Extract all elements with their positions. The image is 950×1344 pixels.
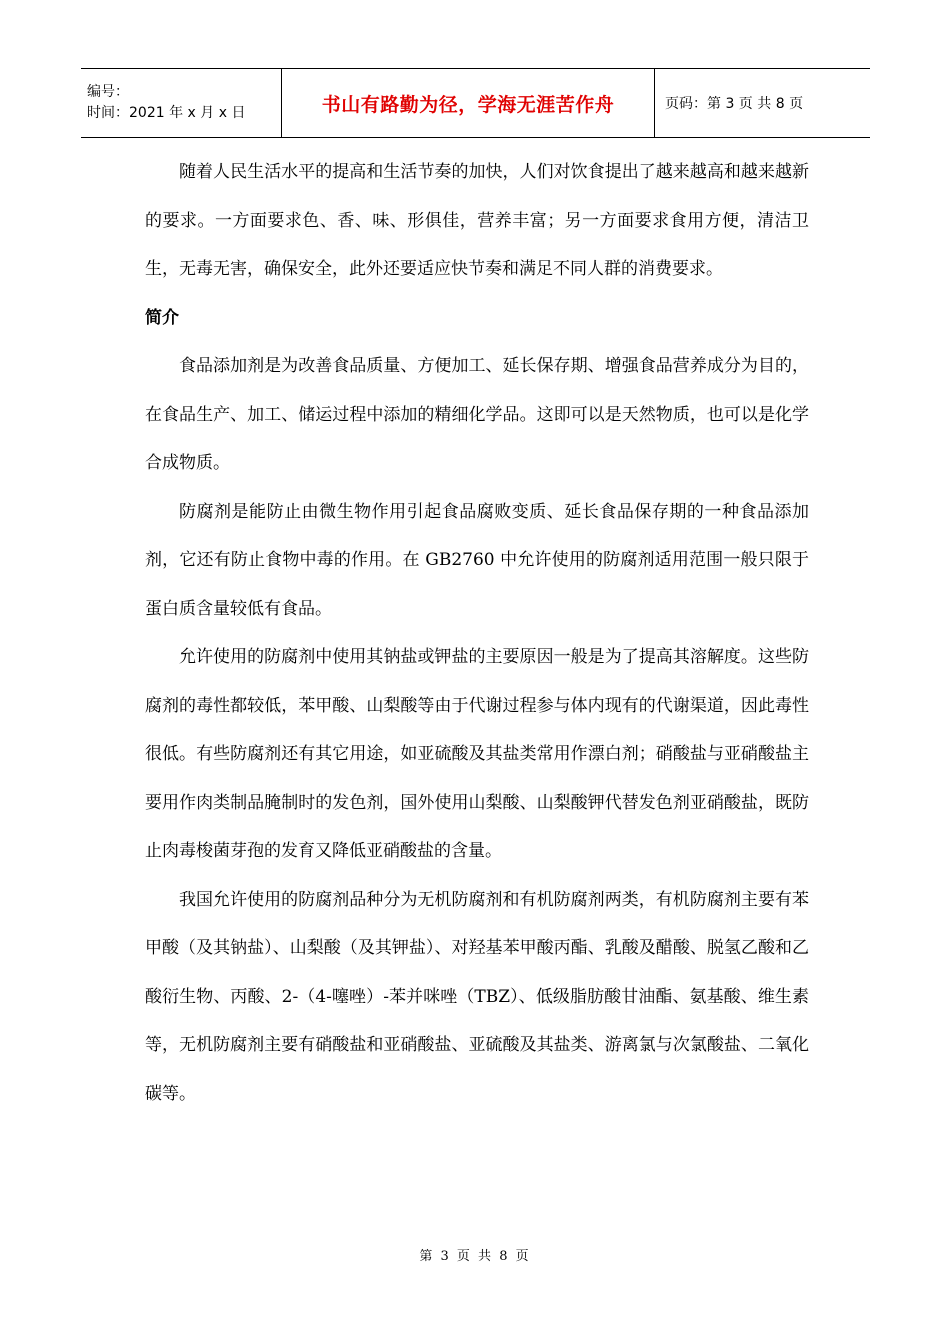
paragraph-intro: 随着人民生活水平的提高和生活节奏的加快，人们对饮食提出了越来越高和越来越新的要求。一方面要求色、香、味、形俱佳，营养丰富；另一方面要求食用方便，清洁卫生，无毒无害，确保安全，此外还要适应快节奏和满足不同人群的消费要求。: [145, 162, 809, 279]
section-heading: 简介: [145, 307, 179, 328]
header-page-cell: [655, 69, 870, 137]
motto: 书山有路勤为径，学海无涯苦作舟: [321, 93, 615, 116]
number-label: 编号：: [87, 84, 129, 100]
paragraph-preservative: 防腐剂是能防止由微生物作用引起食品腐败变质、延长食品保存期的一种食品添加剂，它还有防止食物中毒的作用。在 GB2760 中允许使用的防腐剂适用范围一般只限于蛋白质含量较低有食品。: [145, 501, 809, 619]
page-label: 页码：第 3 页 共 8 页: [665, 96, 804, 112]
header-info-cell: [81, 69, 282, 137]
document-body: [145, 148, 809, 1118]
page-footer: 第 3 页 共 8 页: [419, 1249, 531, 1264]
paragraph-definition: 食品添加剂是为改善食品质量、方便加工、延长保存期、增强食品营养成分为目的，在食品生产、加工、储运过程中添加的精细化学品。这即可以是天然物质，也可以是化学合成物质。: [145, 356, 809, 473]
paragraph-salts: 允许使用的防腐剂中使用其钠盐或钾盐的主要原因一般是为了提高其溶解度。这些防腐剂的毒性都较低，苯甲酸、山梨酸等由于代谢过程参与体内现有的代谢渠道，因此毒性很低。有些防腐剂还有其它用途，如亚硫酸及其盐类常用作漂白剂；硝酸盐与亚硝酸盐主要用作肉类制品腌制时的发色剂，国外使用山梨酸、山梨酸钾代替发色剂亚硝酸盐，既防止肉毒梭菌芽孢的发育又降低亚硝酸盐的含量。: [145, 647, 809, 861]
date-label: 时间：2021 年 x 月 x 日: [87, 105, 246, 121]
header-motto-cell: [282, 69, 655, 137]
paragraph-types: 我国允许使用的防腐剂品种分为无机防腐剂和有机防腐剂两类，有机防腐剂主要有苯甲酸（及其钠盐）、山梨酸（及其钾盐）、对羟基苯甲酸丙酯、乳酸及醋酸、脱氢乙酸和乙酸衍生物、丙酸、2-（4-噻唑）-苯并咪唑（TBZ）、低级脂肪酸甘油酯、氨基酸、维生素等，无机防腐剂主要有硝酸盐和亚硝酸盐、亚硫酸及其盐类、游离氯与次氯酸盐、二氧化碳等。: [145, 889, 809, 1104]
page-header: [81, 68, 870, 138]
